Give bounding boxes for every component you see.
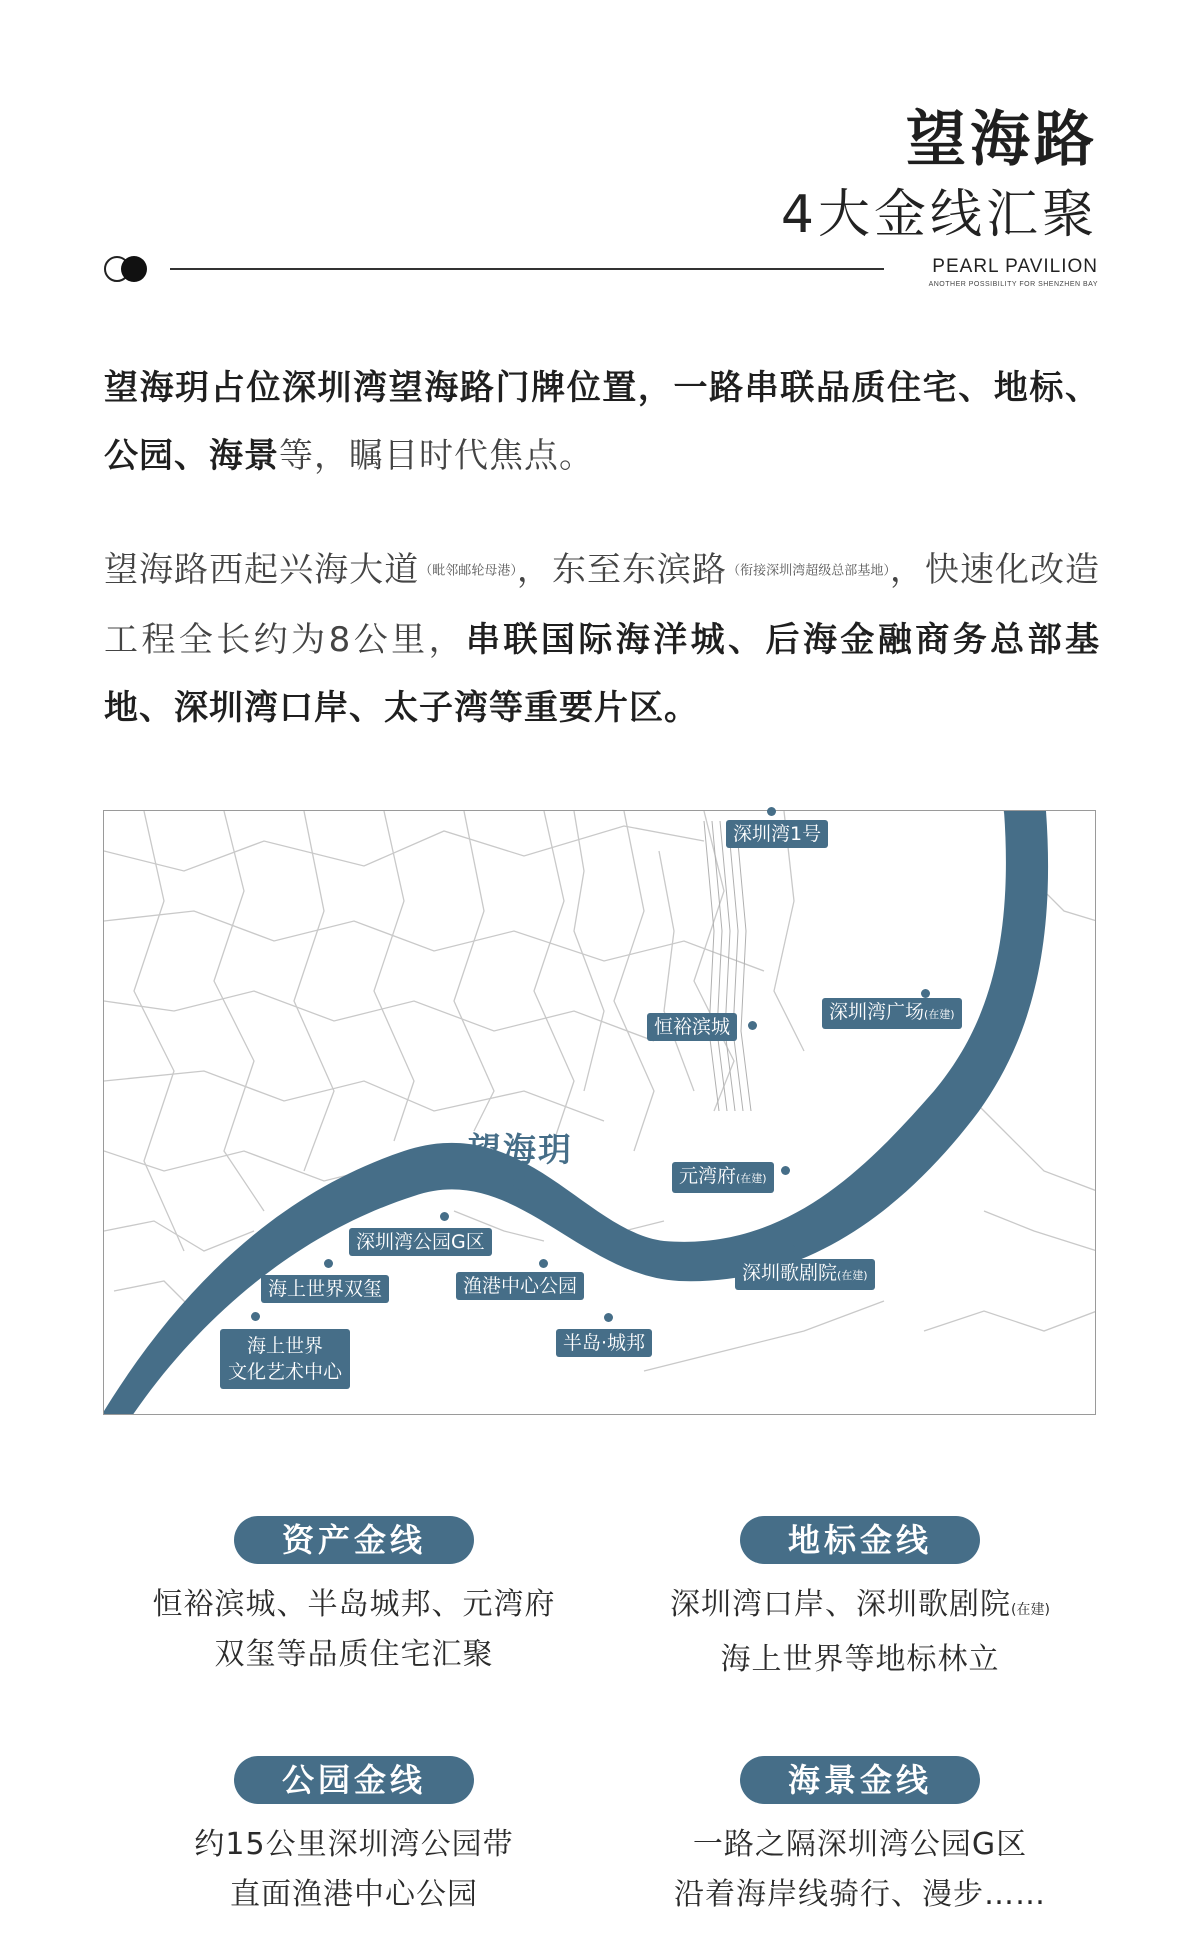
- map-label-square-note: (在建): [924, 1008, 955, 1021]
- map-dot-opera: [786, 1244, 795, 1253]
- map-label-bandao-text: 半岛·城邦: [563, 1332, 646, 1354]
- map-label-fishing-park-text: 渔港中心公园: [463, 1275, 578, 1297]
- line-desc-landmark: [610, 1580, 1110, 1685]
- intro-p2-a: 望海路西起兴海大道: [104, 550, 420, 590]
- line-desc-park: [104, 1820, 604, 1920]
- map-label-hengyu: [647, 1013, 737, 1041]
- intro-p1-bold: 望海玥占位深圳湾望海路门牌位置，一路串联品质住宅、地标、公园、海景: [104, 368, 1100, 476]
- page-title: 望海路: [906, 105, 1098, 175]
- intro-p2-a-note: （毗邻邮轮母港）: [419, 563, 517, 579]
- line-desc-assets-1: 恒裕滨城、半岛城邦、元湾府: [152, 1587, 556, 1622]
- map-dot-sz1: [767, 807, 776, 816]
- line-title-seaview: 海景金线: [740, 1756, 980, 1804]
- map-dot-fishing-park: [539, 1259, 548, 1268]
- line-title-assets: 资产金线: [234, 1516, 474, 1564]
- map-label-sea-world: [261, 1275, 389, 1303]
- map-label-yuanwan-note: (在建): [736, 1172, 767, 1185]
- map-label-opera-note: (在建): [837, 1269, 868, 1282]
- map-dot-yuanwan: [781, 1166, 790, 1175]
- intro-p2-c: ，快速化改造工程全长约为8公里，: [104, 550, 1101, 660]
- line-desc-park-2: 直面渔港中心公园: [230, 1877, 478, 1912]
- line-title-park: 公园金线: [234, 1756, 474, 1804]
- page-subtitle: 4大金线汇聚: [780, 185, 1098, 245]
- map-dot-square: [921, 989, 930, 998]
- line-desc-park-1: 约15公里深圳湾公园带: [194, 1827, 514, 1862]
- brand-tagline: ANOTHER POSSIBILITY FOR SHENZHEN BAY: [928, 281, 1098, 288]
- map-label-yuanwan: [672, 1162, 774, 1193]
- brand-dots-icon: [104, 254, 156, 284]
- map-label-culture-line2: 文化艺术中心: [228, 1361, 343, 1383]
- map-label-opera-text: 深圳歌剧院: [742, 1262, 838, 1284]
- map-label-yuanwan-text: 元湾府: [679, 1165, 737, 1187]
- map-label-culture-line1: 海上世界: [247, 1335, 324, 1357]
- map-label-sea-world-text: 海上世界双玺: [268, 1278, 383, 1300]
- line-desc-assets-2: 双玺等品质住宅汇聚: [214, 1637, 494, 1672]
- map-label-square: [822, 998, 962, 1029]
- line-desc-seaview-1: 一路之隔深圳湾公园G区: [692, 1827, 1028, 1862]
- map-dot-hengyu: [748, 1021, 757, 1030]
- map-center-dot: [513, 1175, 528, 1190]
- map-dot-bandao: [604, 1313, 613, 1322]
- intro-paragraph-1: [104, 354, 1100, 490]
- map-label-opera: [735, 1259, 875, 1290]
- map-label-square-text: 深圳湾广场: [829, 1001, 925, 1023]
- line-title-landmark: 地标金线: [740, 1516, 980, 1564]
- line-desc-seaview-2: 沿着海岸线骑行、漫步……: [674, 1877, 1046, 1912]
- intro-p2-b-note: （衔接深圳湾超级总部基地）: [727, 563, 890, 579]
- map-label-sz1-text: 深圳湾1号: [733, 823, 822, 845]
- map: [103, 810, 1096, 1415]
- map-label-hengyu-text: 恒裕滨城: [654, 1016, 731, 1038]
- map-label-fishing-park: [456, 1272, 584, 1300]
- map-center-label: 望海玥: [468, 1130, 573, 1169]
- map-dot-park-g: [440, 1212, 449, 1221]
- map-label-culture: [220, 1329, 350, 1389]
- brand-name: PEARL PAVILION: [932, 256, 1098, 277]
- map-roads: [104, 811, 1096, 1415]
- map-label-park-g: [349, 1228, 492, 1256]
- map-label-sz1: [726, 820, 828, 848]
- line-desc-landmark-1-note: (在建): [1011, 1602, 1050, 1618]
- line-desc-landmark-1: [610, 1580, 1110, 1635]
- line-desc-assets: [104, 1580, 604, 1680]
- line-desc-seaview: [610, 1820, 1110, 1920]
- line-desc-landmark-1-text: 深圳湾口岸、深圳歌剧院: [670, 1587, 1012, 1622]
- intro-p2-bold: 串联国际海洋城、后海金融商务总部基地、深圳湾口岸、太子湾等重要片区。: [104, 619, 1101, 728]
- brand-divider: [170, 268, 884, 270]
- map-dot-culture: [251, 1312, 260, 1321]
- intro-p2-b: ，东至东滨路: [516, 550, 728, 590]
- intro-paragraph-2: [104, 536, 1100, 742]
- map-label-park-g-text: 深圳湾公园G区: [356, 1231, 485, 1253]
- map-label-bandao: [556, 1329, 652, 1357]
- intro-p1-tail: 等，瞩目时代焦点。: [279, 436, 594, 476]
- map-dot-sea-world: [324, 1259, 333, 1268]
- line-desc-landmark-2: 海上世界等地标林立: [720, 1642, 1000, 1677]
